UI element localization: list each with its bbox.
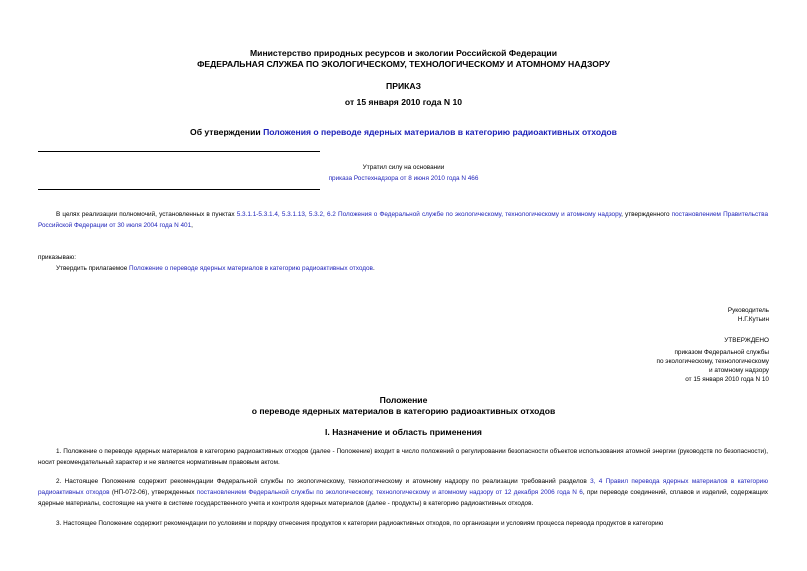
regulation-paragraph-1: [38, 446, 768, 468]
ministry-name: Министерство природных ресурсов и экологии Российской Федерации: [250, 48, 557, 58]
regulation-title: Положение: [379, 395, 428, 405]
regulation-paragraph-1-text: 1. Положение о переводе ядерных материалов в категорию радиоактивных отходов (далее - Положение) входит в число положений о регулировании безопасности объектов использования атомной энергии (руководств по безопасности), носит рекомендательный характер и не является нормативным правовым актом.: [38, 448, 768, 466]
signature-block: [728, 306, 769, 324]
p2-text-a: 2. Настоящее Положение содержит рекомендации Федеральной службы по экологическому, технологическому и атомному надзору по реализации требований разделов: [56, 478, 591, 485]
doc-title-link[interactable]: Положения о переводе ядерных материалов в категорию радиоактивных отходов: [263, 127, 617, 137]
lost-force-link[interactable]: приказа Ростехнадзора от 8 июня 2010 года N 466: [328, 175, 479, 182]
order-approve-link[interactable]: Положение о переводе ядерных материалов в категорию радиоактивных отходов: [129, 265, 373, 272]
signature-position: Руководитель: [727, 307, 769, 314]
preamble-link-2[interactable]: постановлением Правительства Российской Федерации от 30 июля 2004 года N 401: [38, 211, 769, 229]
approved-label: УТВЕРЖДЕНО: [724, 337, 769, 344]
doc-type: ПРИКАЗ: [386, 81, 421, 91]
order-approve-prefix: Утвердить прилагаемое: [56, 265, 130, 272]
section-heading-1: I. Назначение и область применения: [325, 427, 482, 437]
order-label: приказываю:: [38, 254, 76, 261]
lost-force-text: Утратил силу на основании: [362, 164, 445, 171]
service-name: ФЕДЕРАЛЬНАЯ СЛУЖБА ПО ЭКОЛОГИЧЕСКОМУ, ТЕХНОЛОГИЧЕСКОМУ И АТОМНОМУ НАДЗОРУ: [197, 59, 610, 69]
preamble-text-3: ,: [191, 222, 193, 229]
signature-name: Н.Г.Кутьин: [737, 316, 769, 323]
preamble-text-2: , утвержденного: [621, 211, 670, 218]
approved-line-3: и атомному надзору: [709, 367, 769, 374]
approved-line-4: от 15 января 2010 года N 10: [685, 376, 769, 383]
preamble-paragraph: [38, 209, 768, 231]
doc-date-number: от 15 января 2010 года N 10: [344, 97, 463, 107]
approved-line-1: приказом Федеральной службы: [674, 349, 769, 356]
p2-link-2[interactable]: постановлением Федеральной службы по экологическому, технологическому и атомному надзору от 12 декабря 2006 года N 6: [196, 489, 583, 496]
order-approve-paragraph: [38, 263, 768, 274]
divider-top: [38, 151, 320, 152]
regulation-paragraph-3-text: 3. Настоящее Положение содержит рекомендации по условиям и порядку отнесения продуктов к категории радиоактивных отходов, по организации и условиям процесса перевода продуктов в категорию: [56, 520, 664, 527]
preamble-link-1[interactable]: 5.3.1.1-5.3.1.4, 5.3.1.13, 5.3.2, 6.2 Положения о Федеральной службе по экологическому, технологическому и атомному надзору: [236, 211, 622, 218]
p2-text-c: , при переводе соединений, сплавов и изделий, содержащих ядерные материалы, состоящие на учете в системе государственного учета и контроля ядерных материалов (далее - продукты) в категорию радиоактивных отходов.: [38, 489, 768, 507]
approved-block: [657, 336, 769, 384]
regulation-paragraph-3: [38, 518, 768, 529]
p2-link-1[interactable]: 3, 4 Правил перевода ядерных материалов в категорию радиоактивных отходов: [38, 478, 769, 496]
preamble-text-1: В целях реализации полномочий, установленных в пунктах: [56, 211, 237, 218]
p2-text-b: (НП-072-06), утвержденных: [109, 489, 197, 496]
regulation-paragraph-2: [38, 476, 768, 509]
doc-title: [0, 127, 807, 137]
approved-line-2: по экологическому, технологическому: [656, 358, 769, 365]
order-approve-suffix: .: [372, 265, 375, 272]
regulation-subtitle: о переводе ядерных материалов в категорию радиоактивных отходов: [251, 406, 556, 416]
divider-bottom: [38, 189, 320, 190]
doc-title-prefix: Об утверждении: [190, 127, 264, 137]
